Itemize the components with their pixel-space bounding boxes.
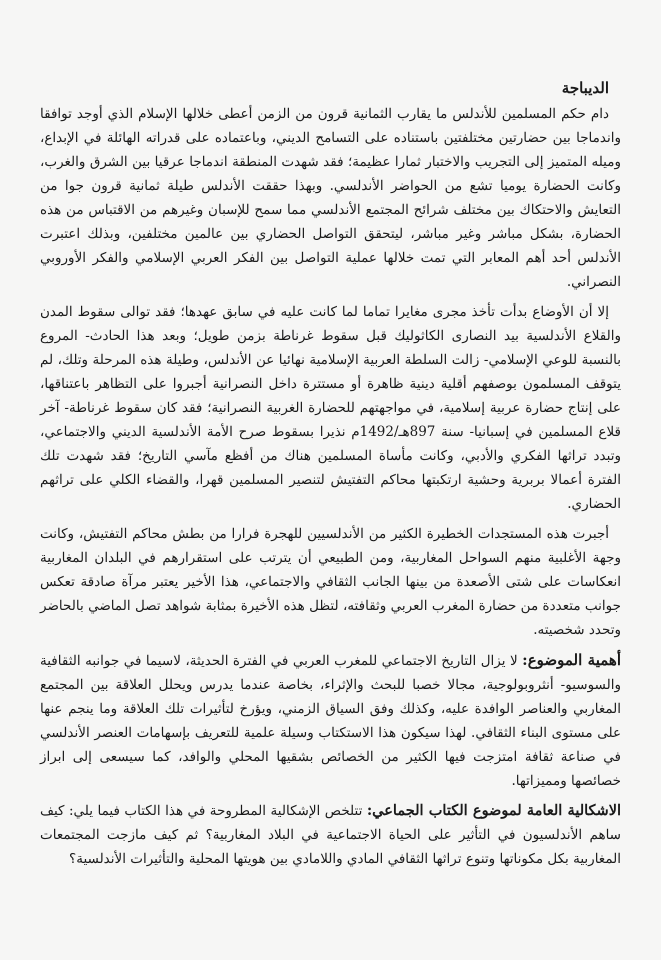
paragraph-intro: دام حكم المسلمين للأندلس ما يقارب الثمانية قرون من الزمن أعطى خلالها الإسلام الذي أوجد توافقا واندماجا بين حضارتين مختلفتين باستناده على التسامح الديني، وباعتماده على قدراته الهائلة في الإبداع، وميله المتميز إلى التجريب والاختبار ثمارا عظيمة؛ فقد شهدت المنطقة اندماجا عرقيا بين الشرق والغرب، وكانت الحضارة يوميا تشع من الحواضر الأندلسي. وبهذا حققت الأندلس طيلة ثمانية قرون جوا من التعايش والاحتكاك بين مختلف شرائح المجتمع الأندلسي مما سمح للإسبان وغيرهم من الاقتباس من هذه الحضارة، بشكل مباشر وغير مباشر، ليتحقق التواصل الحضاري بين عالمين مختلفين، وبذلك اعتبرت الأندلس أحد أهم المعابر التي تمت خلالها عملية التواصل بين الفكر العربي الإسلامي والفكر الأوروبي النصراني.	[40, 106, 621, 290]
paragraph-decline: إلا أن الأوضاع بدأت تأخذ مجرى مغايرا تماما لما كانت عليه في سابق عهدها؛ فقد توالى سقوط المدن والقلاع الأندلسية بيد النصارى الكاثوليك قبل سقوط غرناطة بزمن طويل؛ وبعد هذا الحادث- المروع بالنسبة للوعي الإسلامي- زالت السلطة العربية الإسلامية نهائيا عن الأندلس، وطيلة هذه المرحلة وتلك، لم يتوقف المسلمون بوصفهم أقلية دينية ظاهرة أو مستترة داخل النصرانية أجبروا على التظاهر باعتناقها، على إنتاج حضارة عربية إسلامية، في مواجهتهم للحضارة الغربية النصرانية؛ فقد كان سقوط غرناطة- آخر قلاع المسلمين في إسبانيا- سنة 897هـ/1492م نذيرا بسقوط صرح الأمة الأندلسية الديني والاجتماعي، وتبدد تراثها الفكري والأدبي، وكانت مأساة المسلمين هناك من أفظع مآسي التاريخ؛ فقد شهدت تلك الفترة أعمالا بربرية وحشية ارتكبتها محاكم التفتيش لتنصير المسلمين قهرا، والقضاء الكلي على تراثهم الحضاري.	[40, 304, 621, 512]
paragraph-migration: أجبرت هذه المستجدات الخطيرة الكثير من الأندلسيين للهجرة فرارا من بطش محاكم التفتيش، وكانت وجهة الأغلبية منهم السواحل المغاربية، ومن الطبيعي أن يترتب على استقرارهم في البلدان المغاربية انعكاسات على شتى الأصعدة من بينها الجانب الثقافي والاجتماعي، هذا الأخير يعتبر مرآة صادقة تعكس جوانب متعددة من حضارة المغرب العربي وثقافته، لتظل هذه الأخيرة بمثابة شواهد تصل الماضي بالحاضر وتحدد شخصيته.	[40, 526, 621, 638]
document-title: الديباجة	[561, 79, 609, 97]
importance-heading: أهمية الموضوع:	[522, 651, 622, 669]
section-problem	[40, 799, 621, 871]
importance-text: لا يزال التاريخ الاجتماعي للمغرب العربي في الفترة الحديثة، لاسيما في جوانبه الثقافية والسوسيو- أنثروبولوجية، مجالا خصبا للبحث والإثراء، بخاصة عندما يدرس ويحلل العلاقة بين المجتمع المغاربي والعناصر الوافدة عليه، وكذلك وفق السياق الزمني، ويؤرخ لتأثيرات تلك العلاقة وما ينجم عنها على مستوى البناء الثقافي. لهذا سيكون هذا الاستكتاب وسيلة علمية للتعريف بإسهامات العنصر الأندلسي في صناعة ثقافة امتزجت فيها الكثير من الخصائص بشقيها المحلي والوافد، كما سيسعى إلى ابراز خصائصها ومميزاتها.	[40, 653, 621, 789]
problem-text: تتلخص الإشكالية المطروحة في هذا الكتاب فيما يلي: كيف ساهم الأندلسيون في التأثير على الحياة الاجتماعية في البلاد المغاربية؟ ثم كيف مازجت المجتمعات المغاربية بكل مكوناتها وتنوع تراثها الثقافي المادي واللامادي بين هويتها المحلية والتأثيرات الأندلسية؟	[40, 803, 621, 867]
section-importance	[40, 648, 621, 793]
problem-heading: الاشكالية العامة لموضوع الكتاب الجماعي:	[366, 802, 621, 819]
document-body	[40, 76, 621, 877]
